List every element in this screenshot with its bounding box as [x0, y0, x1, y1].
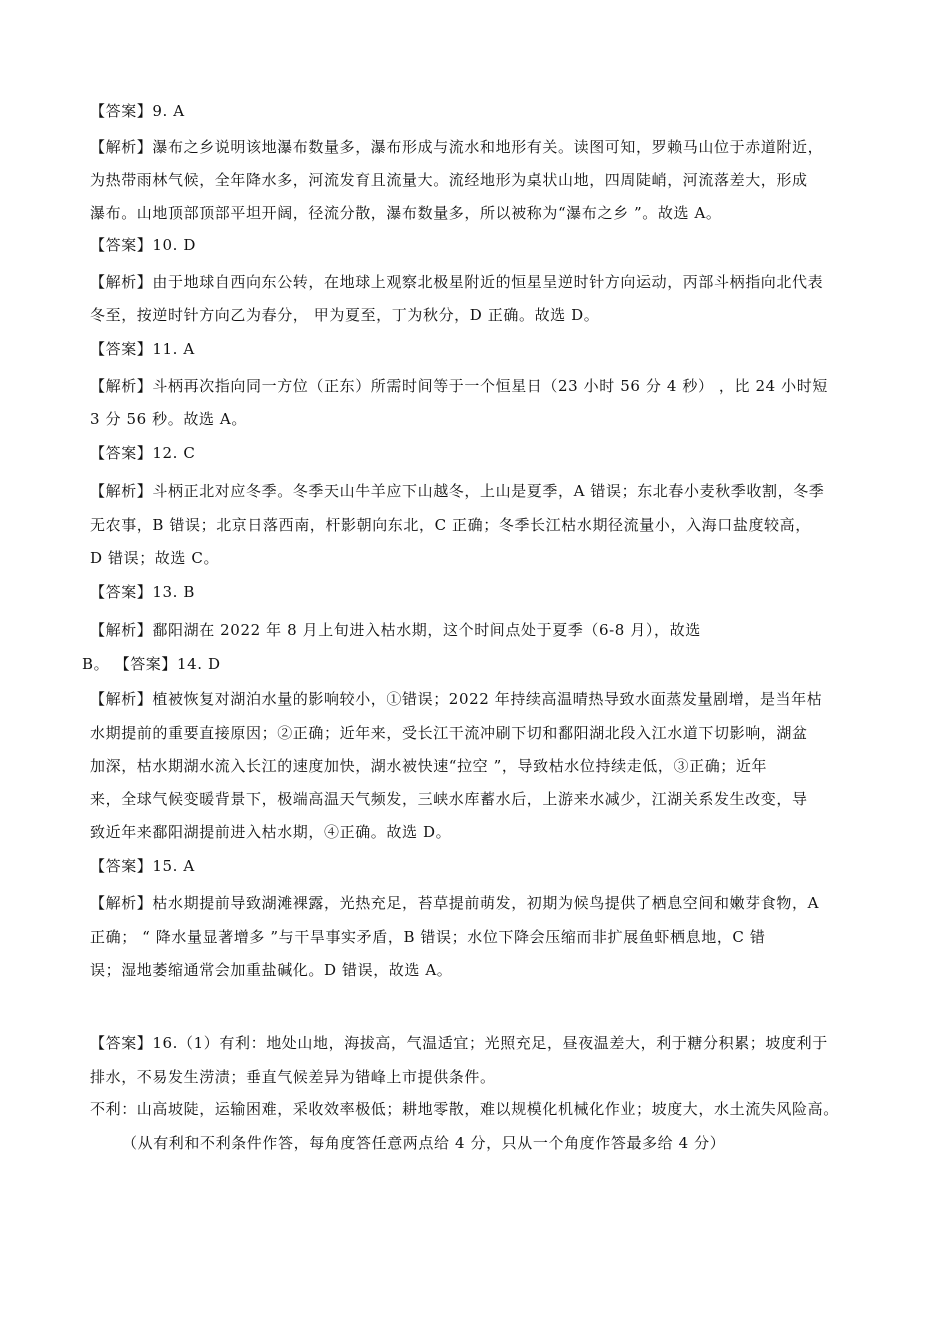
answer-12: 【答案】12. C [90, 444, 196, 462]
analysis-9-line-3: 瀑布。山地顶部顶部平坦开阔，径流分散，瀑布数量多，所以被称为“瀑布之乡 ”。故选 A。 [90, 204, 722, 222]
analysis-12-line-1: 【解析】斗柄正北对应冬季。冬季天山牛羊应下山越冬，上山是夏季，A 错误；东北春小麦秋季收割，冬季 [90, 482, 825, 500]
answer-9: 【答案】9. A [90, 102, 185, 120]
analysis-11-line-1: 【解析】斗柄再次指向同一方位（正东）所需时间等于一个恒星日（23 小时 56 分 4 秒） ，比 24 小时短 [90, 377, 828, 395]
analysis-14-line-2: 水期提前的重要直接原因；②正确；近年来，受长江干流冲刷下切和鄱阳湖北段入江水道下切影响，湖盆 [90, 724, 808, 742]
analysis-12-line-3: D 错误；故选 C。 [90, 549, 220, 567]
answer-16-scoring-note: （从有利和不利条件作答，每角度答任意两点给 4 分，只从一个角度作答最多给 4 分） [122, 1134, 726, 1152]
answer-10: 【答案】10. D [90, 236, 197, 254]
answer-15: 【答案】15. A [90, 857, 195, 875]
analysis-15-line-3: 误；湿地萎缩通常会加重盐碱化。D 错误，故选 A。 [90, 961, 453, 979]
analysis-9-line-2: 为热带雨林气候，全年降水多，河流发育且流量大。流经地形为桌状山地，四周陡峭，河流落差大，形成 [90, 171, 808, 189]
analysis-13-line-1: 【解析】鄱阳湖在 2022 年 8 月上旬进入枯水期，这个时间点处于夏季（6-8 月），故选 [90, 621, 701, 639]
answer-16-line-3: 不利：山高坡陡，运输困难，采收效率极低；耕地零散，难以规模化机械化作业；坡度大，水土流失风险高。 [90, 1100, 839, 1118]
answer-16-line-2: 排水，不易发生涝渍；垂直气候差异为错峰上市提供条件。 [90, 1068, 496, 1086]
analysis-10-line-2: 冬至，按逆时针方向乙为春分， 甲为夏至，丁为秋分，D 正确。故选 D。 [90, 306, 600, 324]
analysis-12-line-2: 无农事，B 错误；北京日落西南，杆影朝向东北，C 正确；冬季长江枯水期径流量小，入海口盐度较高， [90, 516, 811, 534]
analysis-14-line-5: 致近年来鄱阳湖提前进入枯水期，④正确。故选 D。 [90, 823, 452, 841]
analysis-14-line-3: 加深，枯水期湖水流入长江的速度加快，湖水被快速“拉空 ”，导致枯水位持续走低，③正确；近年 [90, 757, 768, 775]
analysis-14-line-4: 来，全球气候变暖背景下，极端高温天气频发，三峡水库蓄水后，上游来水减少，江湖关系发生改变，导 [90, 790, 808, 808]
analysis-9-line-1: 【解析】瀑布之乡说明该地瀑布数量多，瀑布形成与流水和地形有关。读图可知，罗赖马山位于赤道附近， [90, 138, 824, 156]
analysis-14-line-1: 【解析】植被恢复对湖泊水量的影响较小，①错误；2022 年持续高温晴热导致水面蒸发量剧增，是当年枯 [90, 690, 823, 708]
answer-16-line-1: 【答案】16.（1）有利：地处山地，海拔高，气温适宜；光照充足，昼夜温差大，利于糖分积累；坡度利于 [90, 1034, 828, 1052]
analysis-11-line-2: 3 分 56 秒。故选 A。 [90, 410, 247, 428]
analysis-15-line-1: 【解析】枯水期提前导致湖滩裸露，光热充足，苔草提前萌发，初期为候鸟提供了栖息空间和嫩芽食物，A [90, 894, 820, 912]
answer-13: 【答案】13. B [90, 583, 196, 601]
analysis-10-line-1: 【解析】由于地球自西向东公转，在地球上观察北极星附近的恒星呈逆时针方向运动，丙部斗柄指向北代表 [90, 273, 824, 291]
answer-11: 【答案】11. A [90, 340, 195, 358]
analysis-13-line-2-answer-14: B。 【答案】14. D [82, 655, 221, 673]
analysis-15-line-2: 正确； “ 降水量显著增多 ”与干旱事实矛盾，B 错误；水位下降会压缩而非扩展鱼虾栖息地，C 错 [90, 928, 766, 946]
